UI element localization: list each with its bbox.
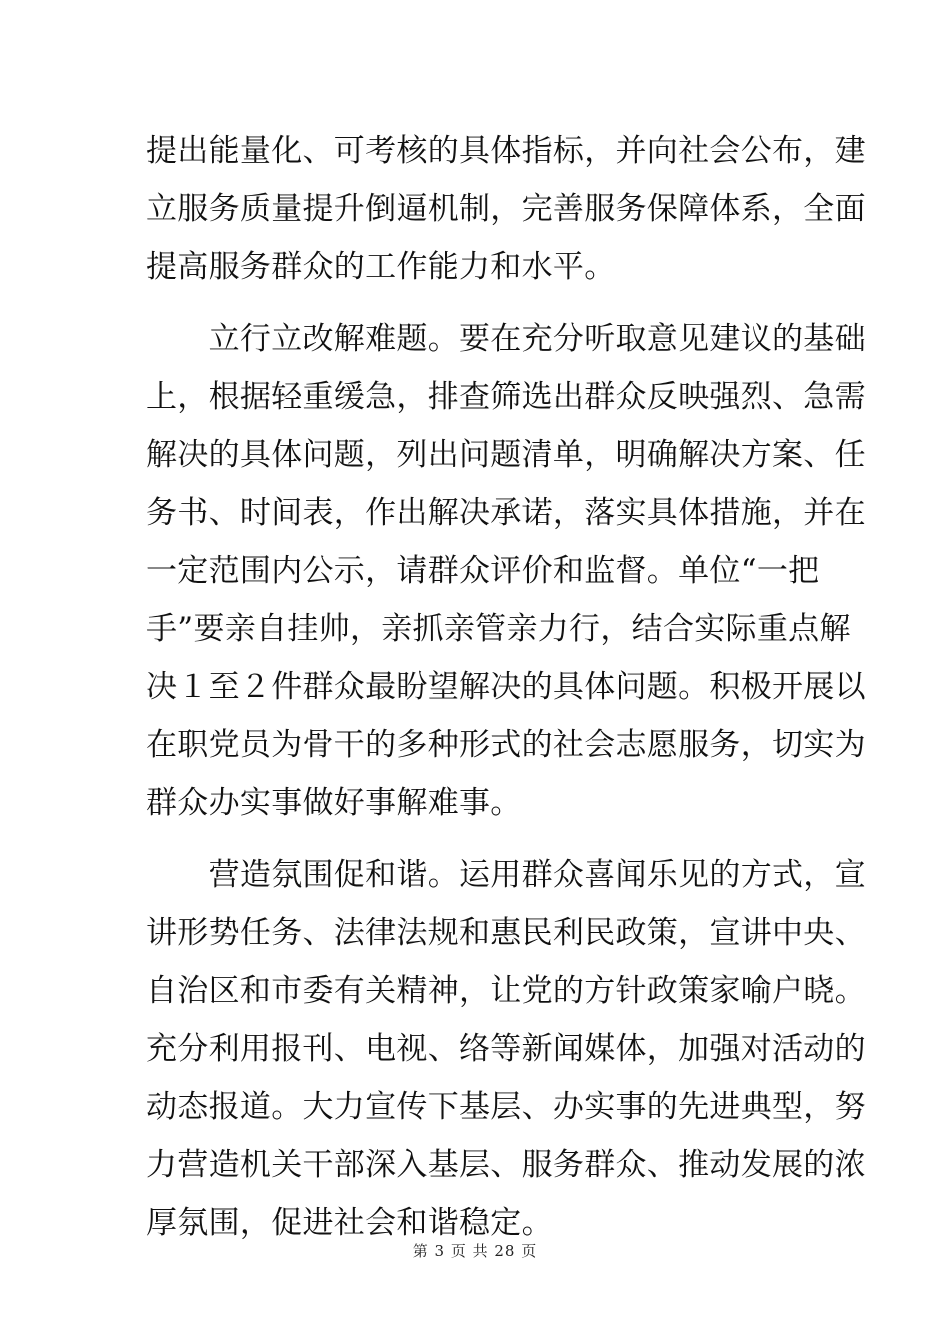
text-line: 解决的具体问题，列出问题清单，明确解决方案、任 — [146, 437, 866, 473]
text-line: 充分利用报刊、电视、络等新闻媒体，加强对活动的 — [146, 1031, 866, 1067]
text-line: 营造氛围促和谐。运用群众喜闻乐见的方式，宣 — [146, 857, 866, 893]
text-line: 讲形势任务、法律法规和惠民利民政策，宣讲中央、 — [146, 915, 866, 951]
text-line: 上，根据轻重缓急，排查筛选出群众反映强烈、急需 — [146, 379, 866, 415]
text-line: 务书、时间表，作出解决承诺，落实具体措施，并在 — [146, 495, 866, 531]
text-line: 决１至２件群众最盼望解决的具体问题。积极开展以 — [146, 669, 866, 705]
text-line: 自治区和市委有关精神，让党的方针政策家喻户晓。 — [146, 973, 866, 1009]
text-line: 一定范围内公示，请群众评价和监督。单位“一把 — [146, 553, 820, 589]
paragraph-gap — [146, 296, 810, 310]
text-line: 群众办实事做好事解难事。 — [146, 785, 522, 821]
text-line: 提高服务群众的工作能力和水平。 — [146, 249, 616, 285]
text-line: 手”要亲自挂帅，亲抓亲管亲力行，结合实际重点解 — [146, 611, 851, 647]
paragraph-3 — [146, 846, 866, 1252]
text-line: 立服务质量提升倒逼机制，完善服务保障体系，全面 — [146, 191, 866, 227]
text-line: 立行立改解难题。要在充分听取意见建议的基础 — [146, 321, 866, 357]
text-line: 动态报道。大力宣传下基层、办实事的先进典型，努 — [146, 1089, 866, 1125]
text-line: 提出能量化、可考核的具体指标，并向社会公布，建 — [146, 133, 866, 169]
text-line: 在职党员为骨干的多种形式的社会志愿服务，切实为 — [146, 727, 866, 763]
text-line: 厚氛围，促进社会和谐稳定。 — [146, 1205, 553, 1241]
paragraph-2 — [146, 310, 866, 832]
document-body — [146, 122, 866, 1252]
text-line: 力营造机关干部深入基层、服务群众、推动发展的浓 — [146, 1147, 866, 1183]
paragraph-1 — [146, 122, 866, 296]
paragraph-gap — [146, 832, 810, 846]
page-number-footer: 第 3 页 共 28 页 — [412, 1242, 538, 1260]
